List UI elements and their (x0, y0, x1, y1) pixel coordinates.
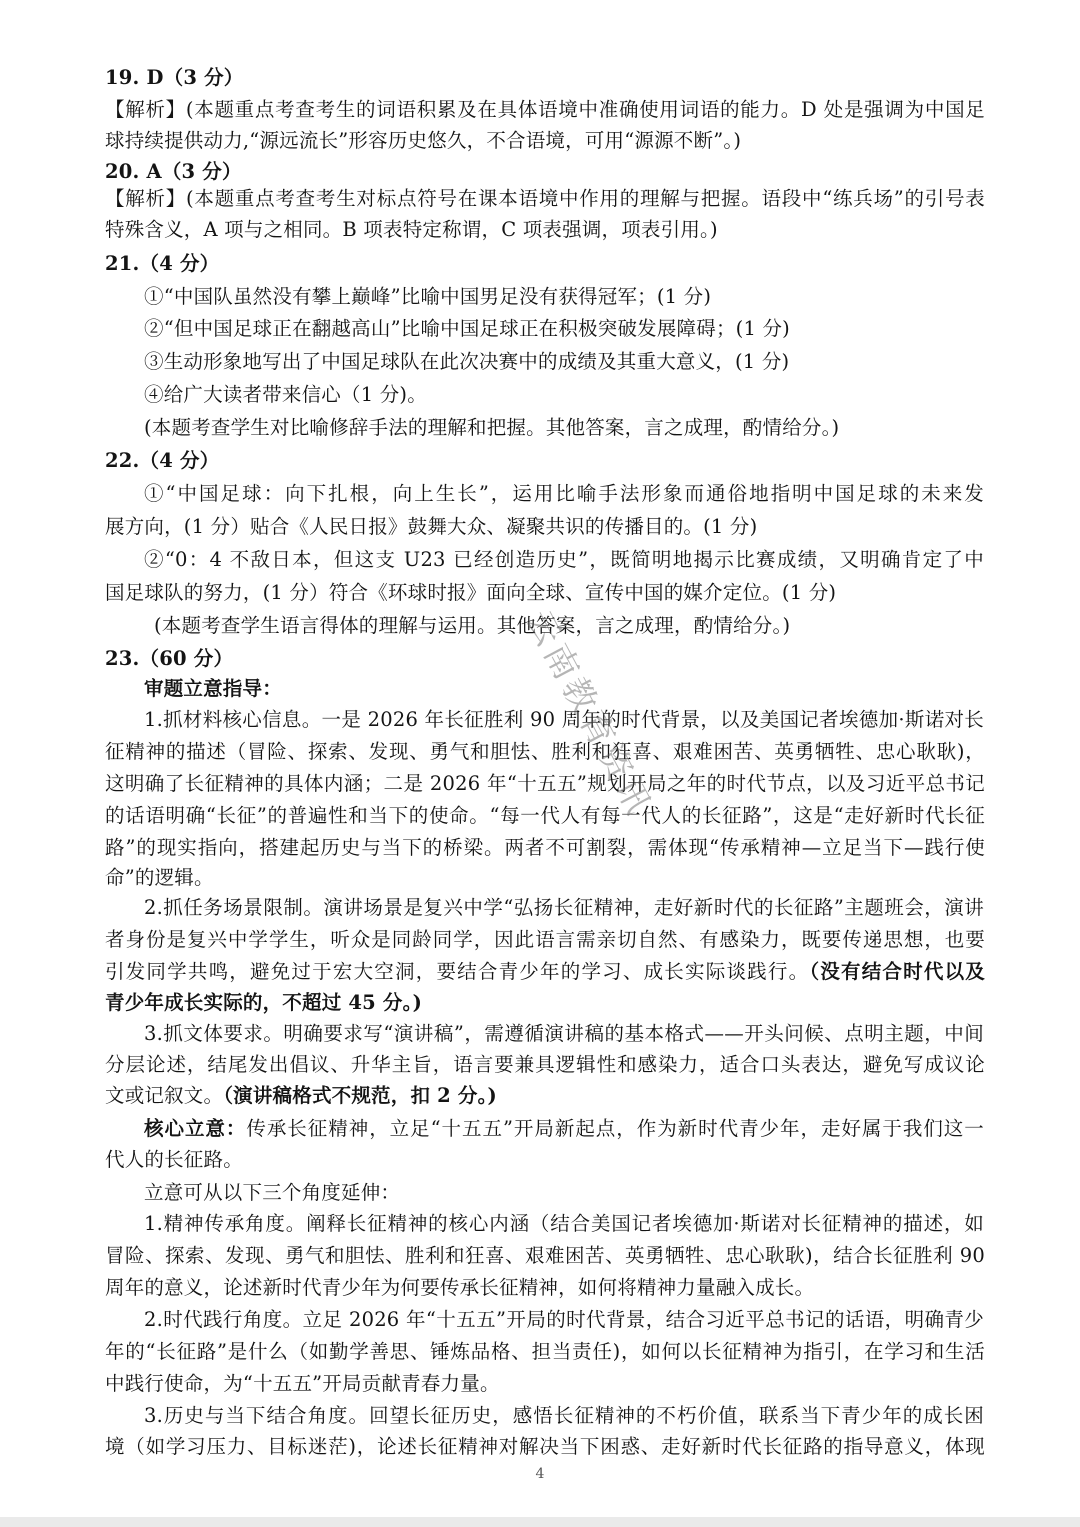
text-line: 1.精神传承角度。阐释长征精神的核心内涵（结合美国记者埃德加·斯诺对长征精神的描述，如 (144, 1212, 984, 1235)
text-line: 冒险、探索、发现、勇气和胆怯、胜利和狂喜、艰难困苦、英勇牺牲、忠心耿耿)，结合长征胜利 90 (105, 1244, 985, 1267)
text-line: 22.（4 分） (105, 449, 220, 472)
text-line: 文或记叙文。（演讲稿格式不规范，扣 2 分。) (105, 1084, 497, 1107)
text-line: 展方向，(1 分）贴合《人民日报》鼓舞大众、凝聚共识的传播目的。(1 分) (105, 515, 758, 538)
page-number: 4 (535, 1466, 545, 1482)
text-line: 【解析】(本题重点考查考生的词语积累及在具体语境中准确使用词语的能力。D 处是强调为中国足 (105, 98, 985, 121)
text-line: ②“0：4 不敌日本，但这支 U23 已经创造历史”，既简明地揭示比赛成绩，又明确肯定了中 (144, 548, 984, 571)
text-line: 分层论述，结尾发出倡议、升华主旨，语言要兼具逻辑性和感染力，适合口头表达，避免写成议论 (105, 1053, 985, 1076)
text-line: 审题立意指导： (144, 677, 282, 700)
text-line: 21.（4 分） (105, 252, 220, 275)
text-line: 命”的逻辑。 (105, 866, 214, 889)
text-line: 代人的长征路。 (105, 1148, 243, 1171)
text-line: 这明确了长征精神的具体内涵；二是 2026 年“十五五”规划开局之年的时代节点，以及习近平总书记 (105, 772, 985, 795)
text-line: 20. A（3 分） (105, 160, 242, 183)
text-line: 征精神的描述（冒险、探索、发现、勇气和胆怯、胜利和狂喜、艰难困苦、英勇牺牲、忠心耿耿)， (105, 740, 985, 763)
text-line: 年的“长征路”是什么（如勤学善思、锤炼品格、担当责任)，如何以长征精神为指引，在学习和生活 (105, 1340, 985, 1363)
text-line: 国足球队的努力，(1 分）符合《环球时报》面向全球、宣传中国的媒介定位。(1 分) (105, 581, 837, 604)
bottom-strip (0, 1517, 1080, 1527)
text-line: 中践行使命，为“十五五”开局贡献青春力量。 (105, 1372, 500, 1395)
text-line: 23.（60 分） (105, 647, 234, 670)
text-line: 引发同学共鸣，避免过于宏大空洞，要结合青少年的学习、成长实际谈践行。（没有结合时代以及 (105, 960, 985, 983)
text-line: 立意可从以下三个角度延伸： (144, 1181, 401, 1204)
text-line: 的话语明确“长征”的普遍性和当下的使命。“每一代人有每一代人的长征路”，这是“走好新时代长征 (105, 804, 985, 827)
text-line: 3.历史与当下结合角度。回望长征历史，感悟长征精神的不朽价值，联系当下青少年的成长困 (144, 1404, 984, 1427)
text-line: 球持续提供动力,“源远流长”形容历史悠久，不合语境，可用“源源不断”。) (105, 129, 742, 152)
text-line: 特殊含义，A 项与之相同。B 项表特定称谓，C 项表强调，项表引用。) (105, 218, 718, 241)
text-line: ③生动形象地写出了中国足球队在此次决赛中的成绩及其重大意义，(1 分) (144, 350, 790, 373)
text-line: 19. D（3 分） (105, 66, 244, 89)
text-line: 3.抓文体要求。明确要求写“演讲稿”，需遵循演讲稿的基本格式——开头问候、点明主题，中间 (144, 1022, 984, 1045)
text-line: ①“中国队虽然没有攀上巅峰”比喻中国男足没有获得冠军；(1 分) (144, 285, 712, 308)
text-line: (本题考查学生对比喻修辞手法的理解和把握。其他答案，言之成理，酌情给分。) (144, 416, 840, 439)
text-line: 1.抓材料核心信息。一是 2026 年长征胜利 90 周年的时代背景，以及美国记者埃德加·斯诺对长 (144, 708, 984, 731)
text-line: 路”的现实指向，搭建起历史与当下的桥梁。两者不可割裂，需体现“传承精神—立足当下—践行使 (105, 836, 985, 859)
text-line: 者身份是复兴中学学生，听众是同龄同学，因此语言需亲切自然、有感染力，既要传递思想，也要 (105, 928, 985, 951)
text-line: 核心立意：传承长征精神，立足“十五五”开局新起点，作为新时代青少年，走好属于我们这一 (144, 1117, 984, 1140)
text-line: 2.抓任务场景限制。演讲场景是复兴中学“弘扬长征精神，走好新时代的长征路”主题班会，演讲 (144, 896, 984, 919)
text-line: 周年的意义，论述新时代青少年为何要传承长征精神，如何将精神力量融入成长。 (105, 1276, 815, 1299)
text-line: (本题考查学生语言得体的理解与运用。其他答案，言之成理，酌情给分。) (154, 614, 791, 637)
text-line: 境（如学习压力、目标迷茫)，论述长征精神对解决当下困惑、走好新时代长征路的指导意义，体现 (105, 1435, 985, 1458)
text-line: ②“但中国足球正在翻越高山”比喻中国足球正在积极突破发展障碍；(1 分) (144, 317, 790, 340)
watermark: 云南教育资讯 (517, 603, 660, 824)
text-line: 青少年成长实际的，不超过 45 分。) (105, 991, 422, 1014)
text-line: ④给广大读者带来信心（1 分)。 (144, 383, 427, 406)
text-line: ①“中国足球：向下扎根，向上生长”，运用比喻手法形象而通俗地指明中国足球的未来发 (144, 482, 984, 505)
text-line: 2.时代践行角度。立足 2026 年“十五五”开局的时代背景，结合习近平总书记的话语，明确青少 (144, 1308, 984, 1331)
text-line: 【解析】(本题重点考查考生对标点符号在课本语境中作用的理解与把握。语段中“练兵场”的引号表 (105, 187, 985, 210)
